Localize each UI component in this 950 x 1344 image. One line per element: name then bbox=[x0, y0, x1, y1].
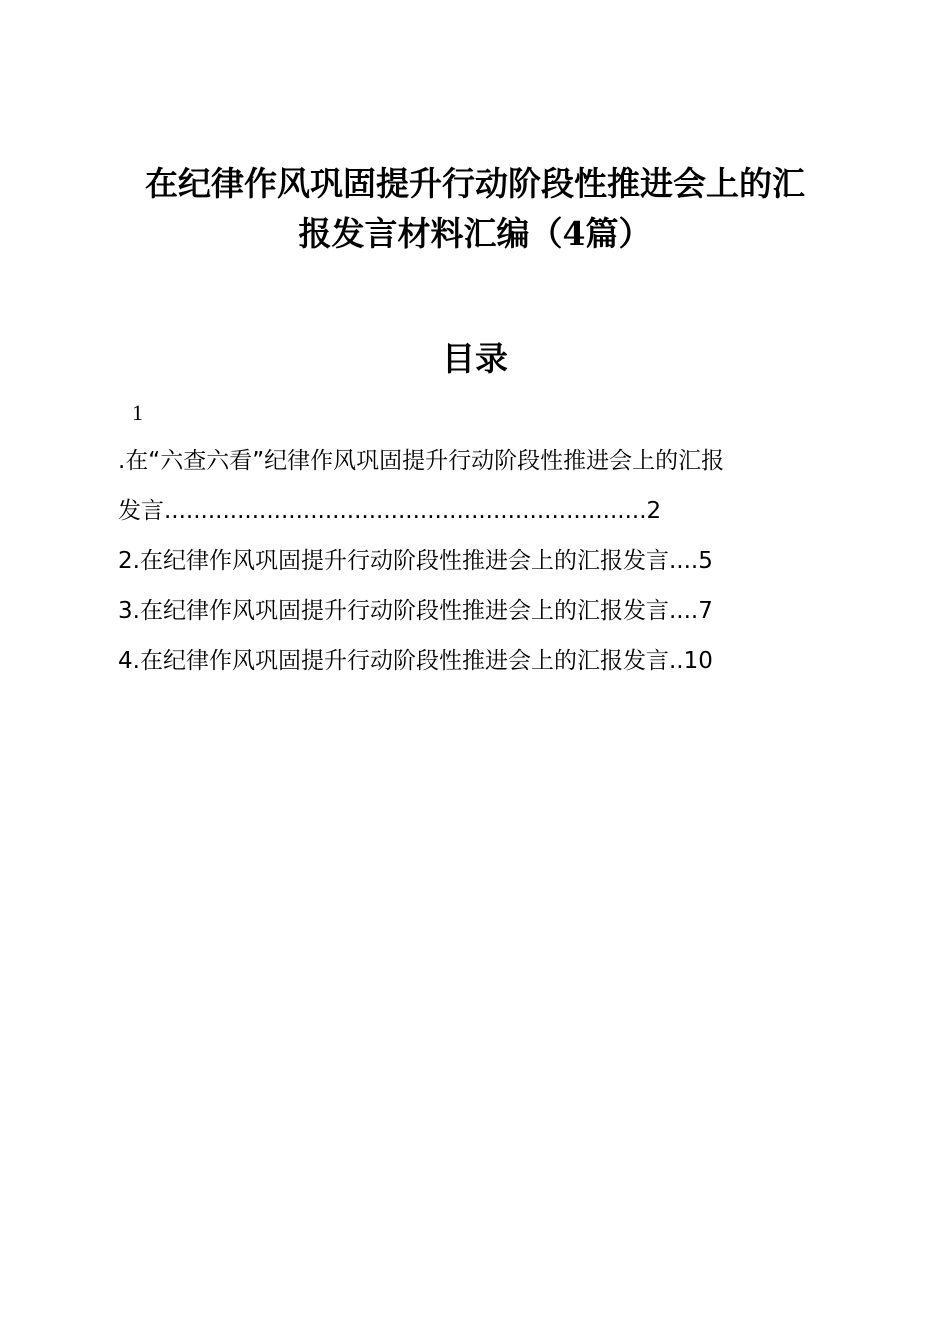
toc-heading: 目录 bbox=[442, 339, 508, 378]
toc-entry-2[interactable]: 2.在纪律作风巩固提升行动阶段性推进会上的汇报发言....5 bbox=[118, 548, 713, 574]
toc-entry-1-line-1[interactable]: .在“六查六看”纪律作风巩固提升行动阶段性推进会上的汇报 bbox=[118, 448, 725, 474]
document-title-line-1: 在纪律作风巩固提升行动阶段性推进会上的汇 bbox=[145, 164, 805, 203]
document-title-line-2: 报发言材料汇编（4篇） bbox=[298, 214, 652, 253]
toc-entry-4[interactable]: 4.在纪律作风巩固提升行动阶段性推进会上的汇报发言..10 bbox=[118, 648, 713, 674]
toc-entry-1-line-2[interactable]: 发言..................................................................2 bbox=[118, 498, 662, 524]
toc-entry-3[interactable]: 3.在纪律作风巩固提升行动阶段性推进会上的汇报发言....7 bbox=[118, 598, 713, 624]
toc-entry-1-number: 1 bbox=[132, 400, 143, 425]
